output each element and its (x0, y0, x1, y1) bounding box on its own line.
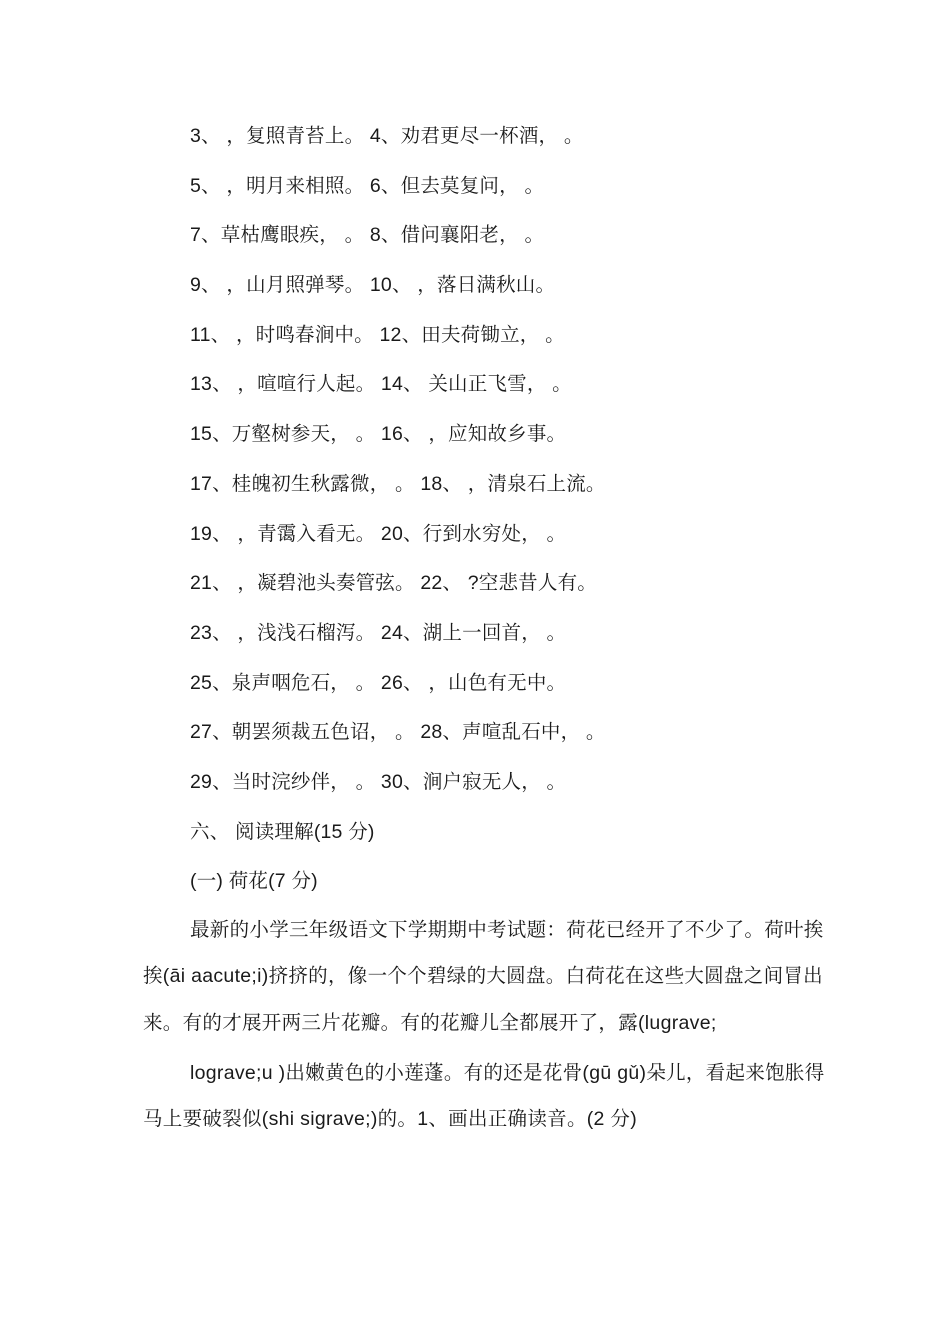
passage-paragraph: lograve;u )出嫩黄色的小莲蓬。有的还是花骨(gū gǔ)朵儿，看起来饱胀得马上要破裂似(shi sigrave;)的。1、画出正确读音。(2 分) (143, 1061, 825, 1131)
list-item: 13、 ，喧喧行人起。 14、 关山正飞雪， 。 (190, 373, 572, 396)
list-item: 17、桂魄初生秋露微， 。 18、 ，清泉石上流。 (190, 472, 606, 495)
poem-fill-in-list (190, 116, 606, 911)
list-item: 29、当时浣纱伴， 。 30、涧户寂无人， 。 (190, 770, 567, 793)
list-item: 3、 ，复照青苔上。 4、劝君更尽一杯酒， 。 (190, 125, 584, 147)
list-item: 5、 ，明月来相照。 6、但去莫复问， 。 (190, 174, 545, 197)
section-heading: 六、 阅读理解(15 分) (190, 820, 375, 843)
passage-paragraph: 最新的小学三年级语文下学期期中考试题：荷花已经开了不少了。荷叶挨挨(āi aacute;i)挤挤的，像一个个碧绿的大圆盘。白荷花在这些大圆盘之间冒出来。有的才展开两三片花瓣。有的花瓣儿全都展开了，露(lugrave; (143, 919, 824, 1034)
list-item: 11、 ，时鸣春涧中。 12、田夫荷锄立， 。 (190, 323, 565, 346)
list-item: 9、 ，山月照弹琴。 10、 ，落日满秋山。 (190, 274, 556, 297)
list-item: 23、 ，浅浅石榴泻。 24、湖上一回首， 。 (190, 621, 567, 644)
list-item: 25、泉声咽危石， 。 26、 ，山色有无中。 (190, 671, 567, 694)
list-item: 15、万壑树参天， 。 16、 ，应知故乡事。 (190, 423, 567, 446)
reading-passage (143, 907, 827, 1142)
subsection-heading: (一) 荷花(7 分) (190, 870, 318, 893)
list-item: 7、草枯鹰眼疾， 。 8、借问襄阳老， 。 (190, 224, 545, 247)
list-item: 27、朝罢须裁五色诏， 。 28、声喧乱石中， 。 (190, 721, 606, 744)
list-item: 19、 ，青霭入看无。 20、行到水穷处， 。 (190, 522, 567, 545)
list-item: 21、 ，凝碧池头奏管弦。 22、 ?空悲昔人有。 (190, 572, 597, 595)
